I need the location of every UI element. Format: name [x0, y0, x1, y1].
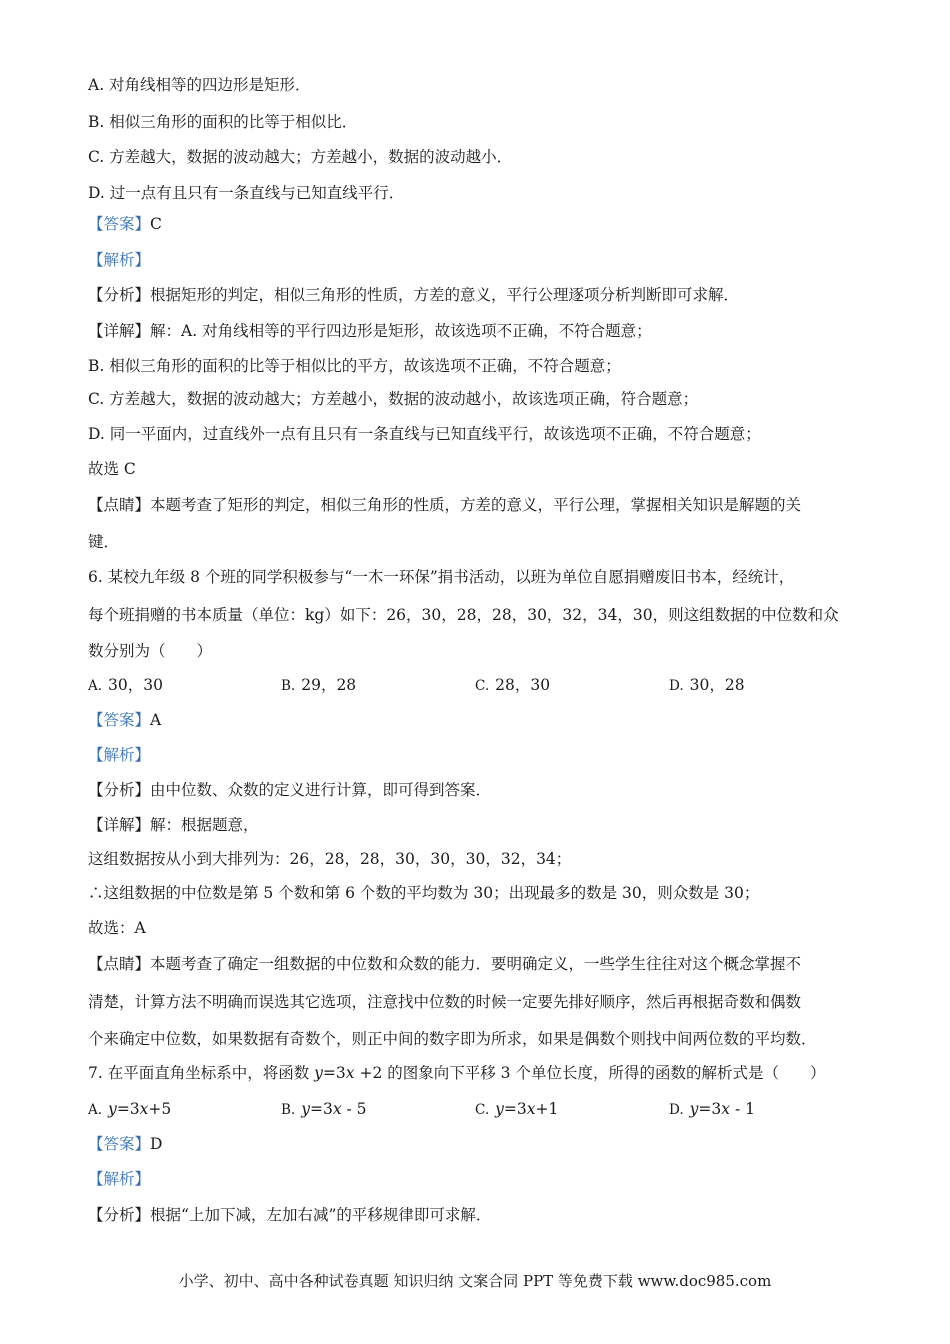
fenxi-tag: 【分析】: [88, 1206, 151, 1224]
fenxi-text: 由中位数、众数的定义进行计算，即可得到答案．: [150, 781, 492, 799]
q6-answer: [88, 710, 161, 730]
option-eq: =3: [698, 1100, 722, 1118]
q6-stem-line-2: 每个班捐赠的书本质量（单位：kg）如下：26，30，28，28，30，32，34，30，则这组数据的中位数和众: [88, 606, 839, 624]
var-x: x: [332, 1100, 342, 1118]
answer-tag: 【答案】: [88, 1135, 151, 1153]
option-text: 29，28: [301, 676, 357, 694]
var-y: y: [689, 1100, 699, 1118]
q7-stem: [88, 1063, 825, 1083]
q5-xiangjie: [88, 321, 652, 341]
option-rest: - 5: [341, 1100, 367, 1118]
option-rest: - 1: [730, 1100, 755, 1118]
var-y: y: [495, 1100, 504, 1118]
option-text: 28，30: [495, 676, 551, 694]
var-x: x: [526, 1100, 536, 1118]
page-footer: 小学、初中、高中各种试卷真题 知识归纳 文案合同 PPT 等免费下载 www.doc985.com: [178, 1272, 772, 1290]
var-y: y: [108, 1100, 117, 1118]
q5-option-d: D. 过一点有且只有一条直线与已知直线平行．: [88, 184, 405, 202]
q5-option-b: B. 相似三角形的面积的比等于相似比．: [88, 113, 358, 131]
q6-option-b: [281, 675, 356, 696]
var-x: x: [139, 1100, 149, 1118]
answer-tag: 【答案】: [88, 215, 151, 233]
q6-stem-line-3: 数分别为（ ）: [88, 642, 213, 660]
answer-value: D: [150, 1135, 163, 1153]
q6-analysis-tag: 【解析】: [88, 746, 151, 764]
xiangjie-text: 解：A. 对角线相等的平行四边形是矩形，故该选项不正确，不符合题意；: [150, 322, 652, 340]
q6-option-c: [475, 675, 550, 696]
fenxi-tag: 【分析】: [88, 781, 151, 799]
stem-post: +2 的图象向下平移 3 个单位长度，所得的函数的解析式是（ ）: [354, 1064, 826, 1082]
q6-option-d: [669, 675, 745, 696]
dianjing-tag: 【点睛】: [88, 955, 151, 973]
q5-detail-d: D. 同一平面内，过直线外一点有且只有一条直线与已知直线平行，故该选项不正确，不符合题意；: [88, 425, 761, 443]
xiangjie-text: 解：根据题意，: [150, 816, 259, 834]
q6-sorted: 这组数据按从小到大排列为：26，28，28，30，30，30，32，34；: [88, 850, 572, 868]
q6-dianjing: [88, 954, 801, 974]
option-label: D.: [669, 678, 684, 694]
option-label: A.: [88, 678, 103, 694]
q6-xiangjie: [88, 815, 259, 835]
var-x: x: [721, 1100, 731, 1118]
q6-fenxi: [88, 780, 491, 800]
answer-tag: 【答案】: [88, 711, 151, 729]
q5-option-a: A. 对角线相等的四边形是矩形．: [88, 76, 311, 94]
option-label: B.: [281, 1102, 296, 1118]
var-y: y: [314, 1064, 323, 1082]
q7-option-d: [669, 1099, 755, 1120]
dianjing-tag: 【点睛】: [88, 496, 151, 514]
q5-detail-c: C. 方差越大，数据的波动越大；方差越小，数据的波动越小，故该选项正确，符合题意；: [88, 390, 699, 408]
q7-option-b: [281, 1099, 367, 1120]
var-y: y: [301, 1100, 310, 1118]
option-text: 30，30: [108, 676, 163, 694]
q5-dianjing-cont: 键．: [88, 533, 120, 551]
answer-value: A: [150, 711, 162, 729]
q5-analysis-tag: 【解析】: [88, 251, 151, 269]
q6-therefore: ∴这组数据的中位数是第 5 个数和第 6 个数的平均数为 30；出现最多的数是 30，则众数是 30；: [88, 884, 760, 902]
q6-dianjing-line-2: 清楚，计算方法不明确而误选其它选项，注意找中位数的时候一定要先排好顺序，然后再根据奇数和偶数: [88, 993, 802, 1011]
option-text: 30，28: [689, 676, 745, 694]
option-label: B.: [281, 678, 296, 694]
fenxi-tag: 【分析】: [88, 286, 151, 304]
q7-option-a: [88, 1099, 171, 1120]
dianjing-text: 本题考查了矩形的判定，相似三角形的性质，方差的意义，平行公理，掌握相关知识是解题的关: [150, 496, 802, 514]
option-eq: =3: [503, 1100, 527, 1118]
q6-option-a: [88, 675, 163, 696]
q7-analysis-tag: 【解析】: [88, 1170, 151, 1188]
stem-eq: =3: [322, 1064, 346, 1082]
q7-option-c: [475, 1099, 558, 1120]
q5-conclusion: 故选 C: [88, 460, 136, 478]
option-label: A.: [88, 1102, 103, 1118]
fenxi-text: 根据矩形的判定，相似三角形的性质，方差的意义，平行公理逐项分析判断即可求解．: [150, 286, 740, 304]
option-eq: =3: [116, 1100, 140, 1118]
dianjing-text: 本题考查了确定一组数据的中位数和众数的能力．要明确定义，一些学生往往对这个概念掌握不: [150, 955, 802, 973]
q5-answer: [88, 214, 162, 234]
option-label: C.: [475, 1102, 490, 1118]
xiangjie-tag: 【详解】: [88, 322, 151, 340]
q5-dianjing: [88, 495, 801, 515]
fenxi-text: 根据“上加下减，左加右减”的平移规律即可求解．: [150, 1206, 492, 1224]
q5-option-c: C. 方差越大，数据的波动越大；方差越小，数据的波动越小．: [88, 148, 513, 166]
stem-pre: 7. 在平面直角坐标系中，将函数: [88, 1064, 315, 1082]
option-rest: +5: [148, 1100, 172, 1118]
var-x: x: [345, 1064, 355, 1082]
q7-answer: [88, 1134, 162, 1154]
q6-dianjing-line-3: 个来确定中位数，如果数据有奇数个，则正中间的数字即为所求，如果是偶数个则找中间两位数的平均数．: [88, 1030, 817, 1048]
q5-detail-b: B. 相似三角形的面积的比等于相似比的平方，故该选项不正确，不符合题意；: [88, 357, 621, 375]
q5-fenxi: [88, 285, 739, 305]
option-label: D.: [669, 1102, 684, 1118]
q6-conclusion: 故选：A: [88, 919, 146, 937]
option-rest: +1: [535, 1100, 559, 1118]
q7-fenxi: [88, 1205, 491, 1225]
xiangjie-tag: 【详解】: [88, 816, 151, 834]
option-eq: =3: [309, 1100, 333, 1118]
q6-stem-line-1: 6. 某校九年级 8 个班的同学积极参与“一木一环保”捐书活动，以班为单位自愿捐赠废旧书本，经统计，: [88, 568, 795, 586]
option-label: C.: [475, 678, 490, 694]
answer-value: C: [150, 215, 162, 233]
